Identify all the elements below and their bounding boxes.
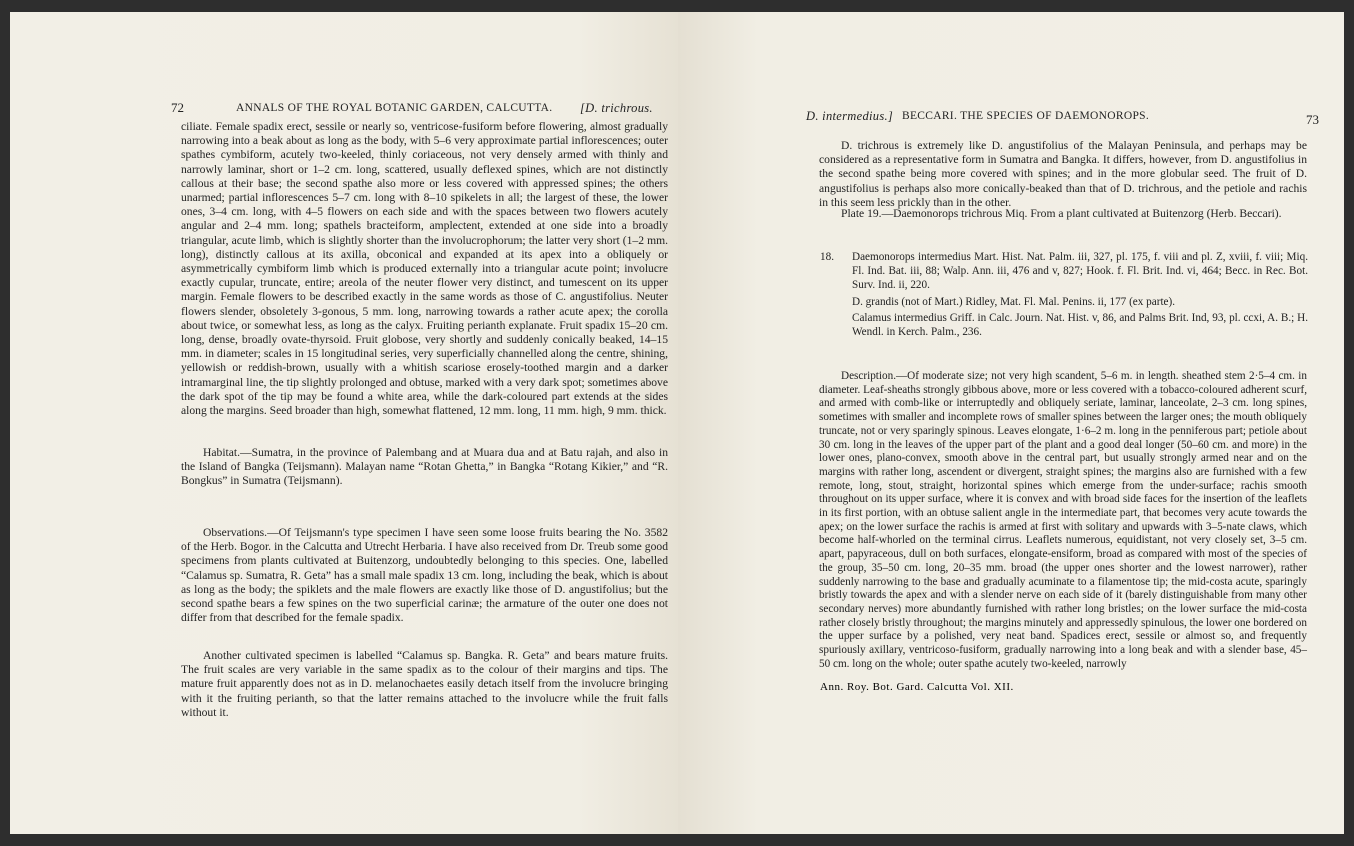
right-page <box>678 12 1344 834</box>
running-head: BECCARI. THE SPECIES OF DAEMONOROPS. <box>902 110 1150 122</box>
species-number <box>820 311 852 339</box>
left-page <box>10 12 678 834</box>
description-paragraph: Description.—Of moderate size; not very high scandent, 5–6 m. in length. sheathed stem 2·5–4 cm. in diameter. Leaf-sheaths strongly gibbous above, more or less covered with a tobacco-coloured adherent scurf, and armed with comb-like or interruptedly and obliquely seriate, laminar, lanceolate, 2–3 cm. long spines, sometimes with smaller and incomplete rows of smaller spines between the larger ones; the mouth obliquely truncate, not or very sparingly spinous. Leaves elongate, 1·6–2 m. long in the penniferous part; petiole about 30 cm. long in the leaves of the upper part of the plant and a good deal longer (50–60 cm. and more) in the lower ones, plano-convex, smooth above in the central part, but usually strongly armed near and on the margins with rather long, ascendent or divergent, straight spines; the margins also are furnished with a few remote, long, stout, straight, horizontal spines which emerge from the under-surface; rachis smooth throughout on its upper surface, where it is convex and with broad side faces for the insertion of the leaflets in its first portion, with an obtuse salient angle in the intermediate part, that becomes very acute towards the apex; on the lower surface the rachis is armed at first with solitary and upwards with 3–5-nate claws, which become half-whorled on the terminal cirrus. Leaflets numerous, equidistant, not very closely set, 3–5 cm. apart, papyraceous, dull on both surfaces, elongate-ensiform, broad as compared with most of the species of the group, 35–50 cm. long, 20–35 mm. broad (the upper ones shorter and the lowest narrower), rather suddenly narrowing to the base and gradually acuminate to a filamentose tip; the mid-costa acute, sparingly bristly towards the apex and with a slender nerve on each side of it (barely distinguishable from many other secondary nerves) more abundantly furnished with rather long bristles; on the lower surface the mid-costa rather closely bristly throughout; the margins minutely and appressedly spinulous, the lower one bordered on the upper surface by a polished, very neat band. Spadices erect, sessile or almost so, and frequently spuriously axillary, ventricoso-fusiform, gradually narrowing into a long beak and with a slender base, 45–50 cm. long on the whole; outer spathe acutely two-keeled, narrowly <box>819 370 1307 670</box>
synonymy-text: D. grandis (not of Mart.) Ridley, Mat. Fl. Mal. Penins. ii, 177 (ex parte). <box>852 295 1176 308</box>
habitat-paragraph: Habitat.—Sumatra, in the province of Palembang and at Muara dua and at Batu rajah, and also in the Island of Bangka (Teijsmann). Malayan name “Rotan Ghetta,” in Bangka “Rotang Kikier,” and “R. Bongkus” in Sumatra (Teijsmann). <box>181 446 668 488</box>
synonymy-entry <box>820 250 1308 293</box>
running-head: ANNALS OF THE ROYAL BOTANIC GARDEN, CALCUTTA. <box>236 102 553 114</box>
synonymy-text: Calamus intermedius Griff. in Calc. Journ. Nat. Hist. v, 86, and Palms Brit. Ind, 93, pl. ccxi, A. B.; H. Wendl. in Kerch. Palm., 236. <box>852 311 1308 339</box>
synonymy-entry <box>820 295 1308 309</box>
plate-caption: Plate 19.—Daemonorops trichrous Miq. From a plant cultivated at Buitenzorg (Herb. Beccari). <box>841 207 1282 220</box>
specimen-paragraph: Another cultivated specimen is labelled “Calamus sp. Bangka. R. Geta” and bears mature fruits. The fruit scales are very variable in the same spadix as to the colour of their margins and tips. The mature fruit apparently does not as in D. melanochaetes easily detach itself from the involucre bringing with it the fruiting perianth, so that the latter remains attached to the involucre while the fruit falls without it. <box>181 649 668 719</box>
running-head-genus: [D. trichrous. <box>580 101 653 115</box>
running-head-genus: D. intermedius.] <box>806 109 894 123</box>
synonymy-block <box>820 250 1308 339</box>
observations-paragraph: Observations.—Of Teijsmann's type specimen I have seen some loose fruits bearing the No. 3582 of the Herb. Bogor. in the Calcutta and Utrecht Herbaria. I have also received from Dr. Treub some good specimens from plants cultivated at Buitenzorg, undoubtedly belonging to this species. One, labelled “Calamus sp. Sumatra, R. Geta” has a small male spadix 13 cm. long, including the beak, which is about as long as the body; the spiklets and the male flowers are exactly like those of D. angustifolius; but the second spathe bears a few spines on the two superficial carinæ; the armature of the outer one does not differ from that described for the female spadix. <box>181 526 668 625</box>
page-number: 73 <box>1306 112 1319 127</box>
page-number: 72 <box>171 100 184 115</box>
description-continued: ciliate. Female spadix erect, sessile or nearly so, ventricose-fusiform before flowering, almost gradually narrowing into a beak about as long as the body, with 5–6 very approximate partial inflorescences; outer spathes cymbiform, acutely two-keeled, thinly coriaceous, not very densely armed with thinly and narrowly laminar, short or 1–2 cm. long, scattered, usually deflexed spines, which are not distinctly callous at their base; the second spathe also more or less covered with appressed spines; the others unarmed; partial inflorescences 5–7 cm. long with 8–10 spikelets in all; the largest of these, the lower ones, 3–4 cm. long, with 4–5 flowers on each side and with the spaces between two flowers acutely angular and 2–4 mm. long; spathels bracteiform, amplectent, extended at one side into a broadly triangular, acute limb, which is slightly shorter than the involucrophorum; the latter very short (1–2 mm. long), distinctly callous at its axilla, obconical and expanded at its apex into a obliquely or asymmetrically cymbiform limb which is produced externally into a triangular acute point; involucre exactly cupular, truncate, entire; areola of the neuter flower very distinct, and tumescent on its upper margin. Female flowers to be described exactly in the same words as those of C. angustifolius. Neuter flowers slender, obsoletely 3-gonous, 5 mm. long, narrowing towards a rather acute apex; the corolla about twice, or somewhat less, as long as the calyx. Fruiting perianth explanate. Fruit spadix 15–20 cm. long, dense, broadly ovate-thyrsoid. Fruit globose, very shortly and suddenly conically beaked, 14–15 mm. in diameter; scales in 15 longitudinal series, very superficially channelled along the centre, shining, yellowish or reddish-brown, usually with a whitish scariose erosely-toothed margin and a darker intramarginal line, the tip slightly prolonged and obtuse, marked with a very dark spot; sometimes above the dark spot of the tip may be found a white area, while the dark-coloured part extends at the sides along the margins. Seed broader than high, somewhat flattened, 12 mm. long, 11 mm. high, 9 mm. thick. <box>181 120 668 418</box>
species-number: 18. <box>820 251 834 263</box>
page-footer: Ann. Roy. Bot. Gard. Calcutta Vol. XII. <box>820 681 1014 693</box>
species-number <box>820 295 852 309</box>
synonymy-entry <box>820 311 1308 339</box>
synonymy-text: Daemonorops intermedius Mart. Hist. Nat. Palm. iii, 327, pl. 175, f. viii and pl. Z, xviii, f. viii; Miq. Fl. Ind. Bat. iii, 88; Walp. Ann. iii, 476 and v, 827; Hook. f. Fl. Brit. Ind. vi, 464; Becc. in Rec. Bot. Surv. Ind. ii, 220. <box>852 251 1308 292</box>
comparison-paragraph: D. trichrous is extremely like D. angustifolius of the Malayan Peninsula, and perhaps may be considered as a representative form in Sumatra and Bangka. It differs, however, from D. angustifolius in the second spathe being more covered with spines; and in the more globular seed. The fruit of D. angustifolius is perhaps also more conically-beaked than that of D. trichrous, and the petiole and rachis in this seem less prickly than in the other. <box>819 139 1307 209</box>
